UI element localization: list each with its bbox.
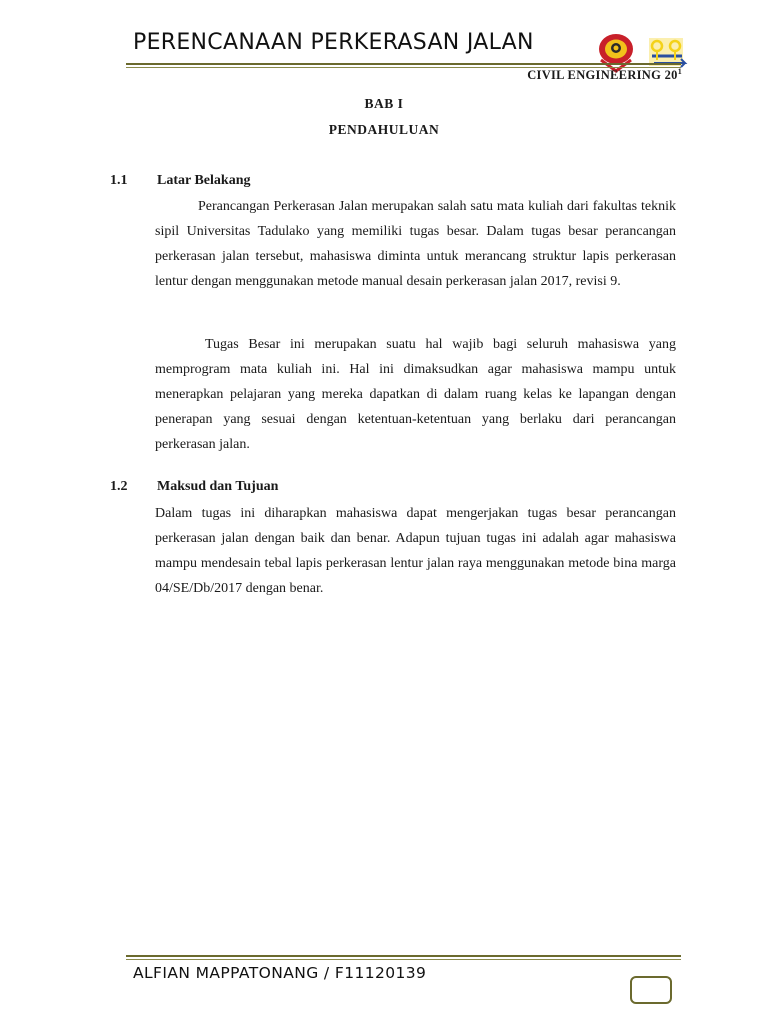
section-title: Latar Belakang	[157, 173, 251, 188]
section-number: 1.2	[110, 479, 128, 494]
section-paragraph: Perancangan Perkerasan Jalan merupakan salah satu mata kuliah dari fakultas teknik sipil Universitas Tadulako yang memiliki tugas besar. Dalam tugas besar perancangan perkerasan jalan tersebut, mahasiswa diminta untuk merancang struktur lapis perkerasan lentur dengan menggunakan metode manual desain perkerasan jalan 2017, revisi 9.	[155, 199, 676, 289]
footer-rule-top	[126, 955, 681, 957]
section-paragraph: Tugas Besar ini merupakan suatu hal wajib bagi seluruh mahasiswa yang memprogram mata kuliah ini. Hal ini dimaksudkan agar mahasiswa mampu untuk menerapkan pelajaran yang mereka dapatkan di dalam ruang kelas ke lapangan dengan penerapan yang sesuai dengan ketentuan-ketentuan yang berlaku dari perancangan perkerasan jalan.	[155, 337, 676, 452]
section-number: 1.1	[110, 173, 128, 188]
subheader-text: CIVIL ENGINEERING 20	[527, 68, 678, 83]
section-title: Maksud dan Tujuan	[157, 479, 279, 494]
chapter-title: PENDAHULUAN	[328, 122, 440, 137]
document-subheader	[527, 67, 682, 83]
footer-author: ALFIAN MAPPATONANG / F11120139	[133, 964, 427, 982]
section-paragraph: Dalam tugas ini diharapkan mahasiswa dapat mengerjakan tugas besar perancangan perkerasan jalan dengan baik dan benar. Adapun tujuan tugas ini adalah agar mahasiswa mampu mendesain tebal lapis perkerasan lentur jalan raya menggunakan metode bina marga 04/SE/Db/2017 dengan benar.	[155, 506, 676, 596]
document-header-title: PERENCANAAN PERKERASAN JALAN	[133, 30, 534, 55]
header-rule-top	[126, 63, 681, 65]
chapter-label: BAB I	[364, 96, 404, 111]
subheader-superscript: 1	[677, 67, 682, 76]
page-number-box	[630, 976, 672, 1004]
footer-rule-bottom	[126, 959, 681, 960]
